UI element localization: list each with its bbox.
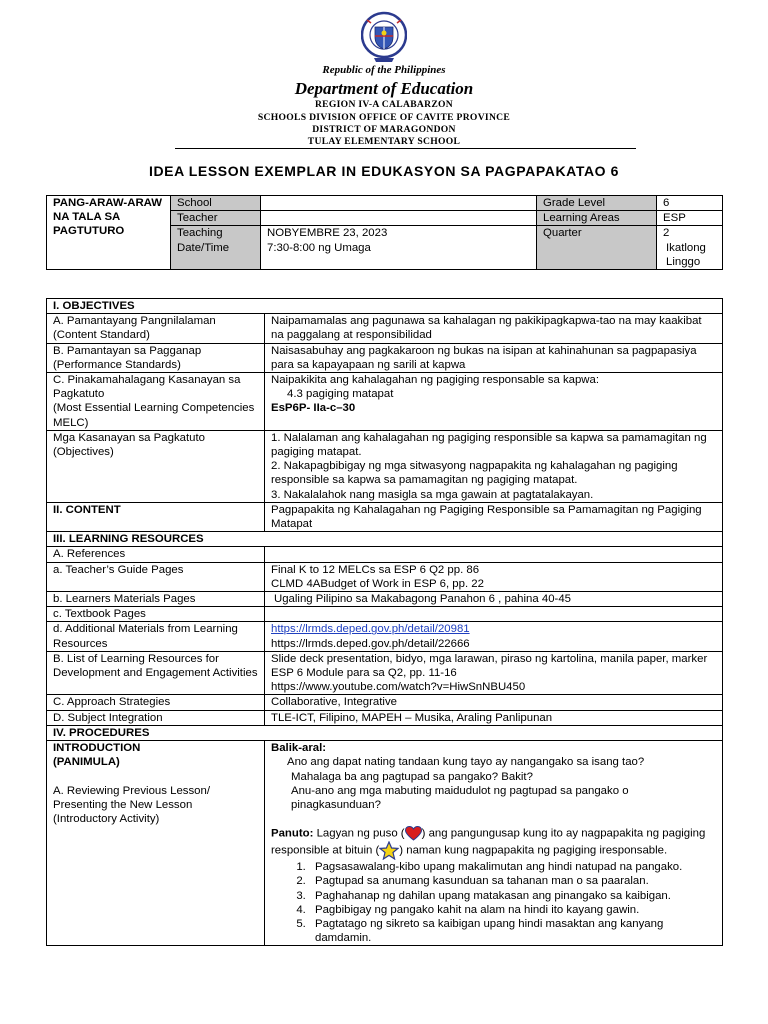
references-label: A. References: [47, 547, 265, 562]
district-line: DISTRICT OF MARAGONDON: [312, 124, 456, 135]
review-line-2: Presenting the New Lesson: [53, 798, 193, 811]
list-item: 5. Pagtatago ng sikreto sa kaibigan upang hindi masaktan ang kanyang damdamin.: [309, 917, 716, 945]
datetime-label: Teaching Date/Time: [171, 226, 261, 270]
content-standard-title: A. Pamantayang Pangnilalaman: [53, 315, 216, 328]
melc-text: Naipakikita ang kahalagahan ng pagiging responsable sa kapwa:: [271, 374, 600, 387]
subject-integration-value: TLE-ICT, Filipino, MAPEH – Musika, Araling Panlipunan: [265, 710, 723, 725]
list-line-1: Slide deck presentation, bidyo, mga larawan, piraso ng kartolina, manila paper, marker: [271, 652, 708, 665]
subject-integration-label: D. Subject Integration: [47, 710, 265, 725]
teachers-guide-value: [265, 562, 723, 591]
teacher-label: Teacher: [171, 211, 261, 226]
info-table: [46, 195, 723, 270]
lrmds-link-1[interactable]: https://lrmds.deped.gov.ph/detail/20981: [271, 623, 470, 636]
teacher-value: [261, 211, 537, 226]
balik-aral-title: Balik-aral:: [271, 742, 327, 755]
list-item: 3. Paghahanap ng dahilan upang matakasan ang pinangako sa kaibigan.: [309, 889, 716, 903]
star-icon: [379, 841, 399, 860]
header-divider: [175, 148, 636, 149]
lrmds-link-2: https://lrmds.deped.gov.ph/detail/22666: [271, 637, 470, 650]
teaching-time: 7:30-8:00 ng Umaga: [267, 241, 371, 254]
melc-value: [265, 373, 723, 431]
textbook-value: [265, 607, 723, 622]
panuto-instruction: [271, 826, 716, 860]
introduction-label: [47, 741, 265, 946]
tala-label: PANG-ARAW-ARAW NA TALA SA PAGTUTURO: [47, 196, 171, 270]
heart-icon: [405, 826, 422, 841]
melc-title: C. Pinakamahalagang Kasanayan sa Pagkatuto: [53, 374, 241, 401]
textbook-label: c. Textbook Pages: [47, 607, 265, 622]
quarter-label: Quarter: [537, 226, 657, 270]
objectives-sub: (Objectives): [53, 446, 114, 459]
procedures-heading: IV. PROCEDURES: [47, 725, 723, 740]
document-title: IDEA LESSON EXEMPLAR IN EDUKASYON SA PAGPAPAKATAO 6: [148, 163, 620, 179]
tg-line-1: Final K to 12 MELCs sa ESP 6 Q2 pp. 86: [271, 563, 480, 576]
melc-sub: (Most Essential Learning Competencies MELC): [53, 402, 255, 429]
list-line-3: https://www.youtube.com/watch?v=HiwSnNBU450: [271, 681, 526, 694]
school-line: TULAY ELEMENTARY SCHOOL: [307, 136, 461, 147]
objectives-label: [47, 430, 265, 502]
intro-title: INTRODUCTION: [53, 742, 141, 755]
content-heading: II. CONTENT: [47, 502, 265, 531]
teaching-date: NOBYEMBRE 23, 2023: [267, 227, 388, 240]
performance-standard-label: [47, 343, 265, 372]
content-standard-label: [47, 314, 265, 343]
school-label: School: [171, 196, 261, 211]
performance-standard-sub: (Performance Standards): [53, 358, 181, 371]
resources-heading: III. LEARNING RESOURCES: [47, 532, 723, 547]
learners-materials-value: [265, 592, 723, 607]
additional-materials-value: [265, 622, 723, 651]
objectives-heading: I. OBJECTIVES: [47, 299, 723, 314]
areas-value: ESP: [657, 211, 723, 226]
list-item: 1. Pagsasawalang-kibo upang makalimutan ang hindi natupad na pangako.: [309, 860, 716, 874]
melc-subitem: 4.3 pagiging matapat: [287, 388, 394, 401]
panuto-label: Panuto:: [271, 827, 314, 840]
quarter-value: [657, 226, 723, 270]
references-value: [265, 547, 723, 562]
deped-seal-logo: [361, 10, 407, 64]
intro-sub: (PANIMULA): [53, 756, 120, 769]
objective-2: 2. Nakapagbibigay ng mga sitwasyong nagpapakita ng kahalagahan ng pagiging responsible sa kapwa sa pamamagitan ng pagiging matapat.: [271, 460, 678, 487]
content-standard-sub: (Content Standard): [53, 329, 150, 342]
content-value: Pagpapakita ng Kahalagahan ng Pagiging Responsible sa Pamamagitan ng Pagiging Matapat: [265, 502, 723, 531]
objective-3: 3. Nakalalahok nang masigla sa mga gawain at pagtatalakayan.: [271, 488, 594, 501]
review-line-3: (Introductory Activity): [53, 812, 160, 825]
school-value: [261, 196, 537, 211]
objectives-value: [265, 430, 723, 502]
datetime-value: [261, 226, 537, 270]
republic-line: Republic of the Philippines: [322, 64, 446, 76]
list-item: 4. Pagbibigay ng pangako kahit na alam na hindi ito kayang gawin.: [309, 903, 716, 917]
quarter-number: 2: [663, 227, 670, 240]
content-standard-value: Naipamamalas ang pagunawa sa kahalagan ng pakikipagkapwa-tao na may kaakibat na paggalang at responsibilidad: [265, 314, 723, 343]
list-resources-value: [265, 651, 723, 695]
areas-label: Learning Areas: [537, 211, 657, 226]
approach-value: Collaborative, Integrative: [265, 695, 723, 710]
lm-text: Ugaling Pilipino sa Makabagong Panahon 6 , pahina 40-45: [274, 593, 572, 606]
list-item: 2. Pagtupad sa anumang kasunduan sa tahanan man o sa paaralan.: [309, 874, 716, 888]
lesson-plan-table: [46, 298, 723, 946]
panuto-text-b: ) ang pangungusap kung ito ay nagpapakita ng pagiging responsible at bituin (: [271, 827, 706, 857]
learners-materials-label: b. Learners Materials Pages: [47, 592, 265, 607]
region-line: REGION IV-A CALABARZON: [314, 99, 454, 110]
activity-list: [271, 860, 716, 945]
week-value: Ikatlong Linggo: [666, 241, 706, 268]
introduction-value: [265, 741, 723, 946]
tg-line-2: CLMD 4ABudget of Work in ESP 6, pp. 22: [271, 577, 484, 590]
department-name: Department of Education: [294, 79, 474, 98]
list-line-2: ESP 6 Module para sa Q2, pp. 11-16: [271, 667, 457, 680]
list-resources-label: B. List of Learning Resources for Development and Engagement Activities: [47, 651, 265, 695]
objective-1: 1. Nalalaman ang kahalagahan ng pagiging responsible sa kapwa sa pamamagitan ng pagiging matapat.: [271, 431, 707, 459]
review-question-3: Anu-ano ang mga mabuting maidudulot ng pagtupad sa pangako o pinagkasunduan?: [291, 784, 629, 811]
approach-label: C. Approach Strategies: [47, 695, 265, 710]
performance-standard-value: Naisasabuhay ang pagkakaroon ng bukas na isipan at kahinahunan sa pagpapasiya para sa kapayapaan ng sarili at kapwa: [265, 343, 723, 372]
performance-standard-title: B. Pamantayan sa Pagganap: [53, 344, 202, 357]
review-question-2: Mahalaga ba ang pagtupad sa pangako? Bakit?: [291, 770, 533, 783]
panuto-text-a: Lagyan ng puso (: [316, 827, 405, 840]
review-line-1: A. Reviewing Previous Lesson/: [53, 784, 211, 797]
review-question-1: Ano ang dapat nating tandaan kung tayo ay nangangako sa isang tao?: [287, 756, 645, 769]
teachers-guide-label: a. Teacher’s Guide Pages: [47, 562, 265, 591]
objectives-title: Mga Kasanayan sa Pagkatuto: [53, 431, 205, 444]
grade-label: Grade Level: [537, 196, 657, 211]
melc-label: [47, 373, 265, 431]
division-line: SCHOOLS DIVISION OFFICE OF CAVITE PROVINCE: [257, 112, 511, 123]
grade-value: 6: [657, 196, 723, 211]
melc-code: EsP6P- IIa-c–30: [271, 402, 356, 415]
panuto-text-c: ) naman kung nagpapakita ng pagiging iresponsable.: [399, 844, 668, 857]
additional-materials-label: d. Additional Materials from Learning Resources: [47, 622, 265, 651]
